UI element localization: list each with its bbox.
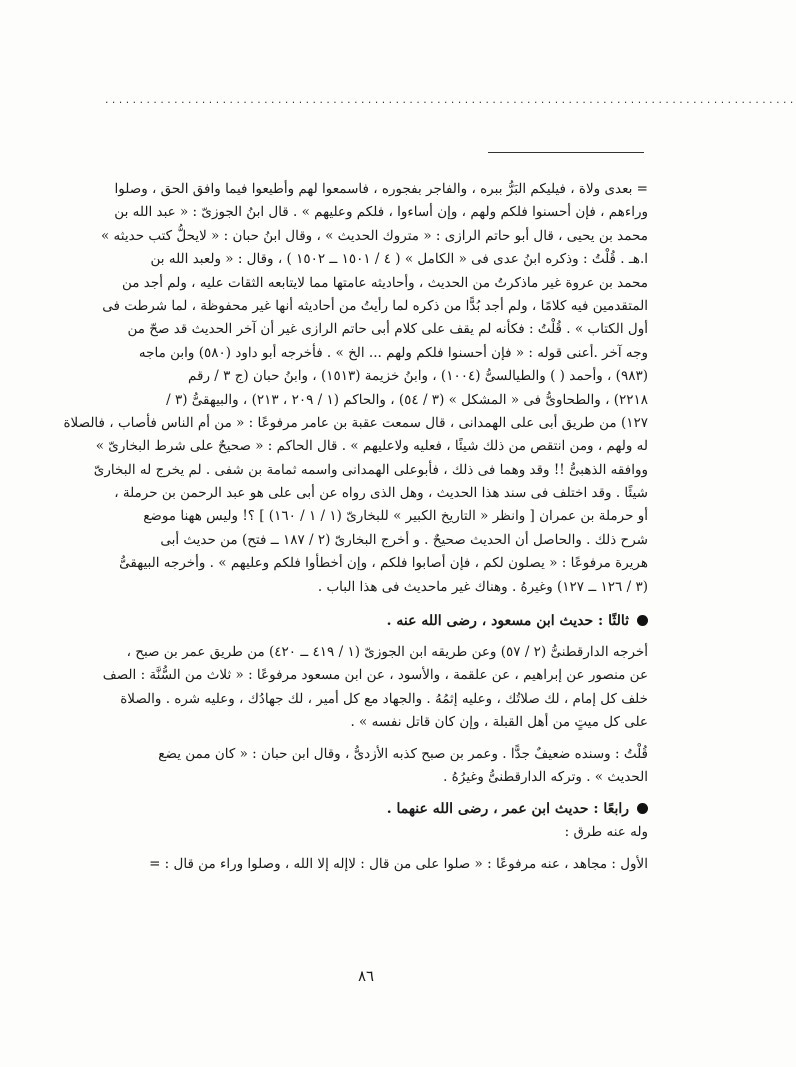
paragraph-ibn-masud [96,641,648,735]
bullet-icon [637,803,648,814]
heading-text: رابعًا : حديث ابن عمر ، رضى الله عنهما . [386,801,629,818]
section-heading-fourth [96,797,648,821]
text-line: ووافقه الذهبىُّ !! وقد وهما فى ذلك ، فأبوعلى الهمدانى واسمه ثمامة بن شفى . لم يخرج له البخارىّ [93,461,648,478]
text-line: هريرة مرفوعًا : « يصلون لكم ، فإن أصابوا فلكم ، وإن أخطأوا فلكم وعليهم » . وأخرجه البيهقىُّ [119,555,648,572]
text-line: = بعدى ولاة ، فيليكم البَرُّ ببره ، والفاجر بفجوره ، فاسمعوا لهم وأطيعوا فيما وافق الحق ، وصلوا [114,181,648,197]
text-line: قُلْتُ : وسنده ضعيفٌ جدًّا . وعمر بن صبح كذبه الأزدىُّ ، وقال ابن حبان : « كان ممن يضع [158,745,648,762]
text-line: ٢٢١٨) ، والطحاوىُّ فى « المشكل » (٣ / ٥٤) ، والحاكم (١ / ٢٠٩ ، ٢١٣) ، والبيهقىُّ (٣ / [166,391,648,408]
text-line: خلف كل إمام ، لك صلاتُك ، وعليه إثمُهُ . والجهاد مع كل أمير ، لك جهادُك ، وعليه شره . والصلاة [120,690,648,707]
text-line: وراءهم ، فإن أحسنوا فلكم ولهم ، وإن أساءوا ، فلكم وعليهم » . قال ابنُ الجوزىّ : « عبد الله بن [114,204,648,221]
text-line: وله عنه طرق : [564,824,648,841]
paragraph-commentary [96,743,648,790]
text-line: ١٢٧) من طريق أبى على الهمدانى ، قال سمعت عقبة بن عامر مرفوعًا : « من أم الناس فأصاب ، فالصلاة [63,414,648,431]
text-line: على كل ميتٍ من أهل القبلة ، وإن كان قاتل نفسه » . [350,714,648,731]
heading-text: ثالثًا : حديث ابن مسعود ، رضى الله عنه . [386,613,629,630]
text-line: محمد بن عروة غير ماذكرتُ من الحديث ، وأحاديثه عامتها مما لايتابعه الثقات عليه ، ولم أجد من [122,274,648,291]
text-line: شرح ذلك . والحاصل أن الحديث صحيحٌ . و أخرج البخارىّ (٢ / ١٨٧ ــ فتح) من حديث أبى [160,531,648,548]
text-line: شيئًا . وقد اختلف فى سند هذا الحديث ، وهل الذى رواه عن أبى على هو عبد الرحمن بن حرملة ، [114,485,648,502]
text-line: عن منصور عن إبراهيم ، عن علقمة ، والأسود ، عن ابن مسعود مرفوعًا : « ثلاث من السُّنَّة : الصف [102,667,648,684]
text-line: محمد بن يحيى ، قال أبو حاتم الرازى : « متروك الحديث » ، وقال ابنُ حبان : « لايحلُّ كتب حديثه » [101,227,648,244]
text-line: الأول : مجاهد ، عنه مرفوعًا : « صلوا على من قال : لاإله إلا الله ، وصلوا وراء من قال : = [149,855,648,872]
text-line: أخرجه الدارقطنىُّ (٢ / ٥٧) وعن طريقه ابن الجوزىّ (١ / ٤١٩ ــ ٤٢٠) من طريق عمر بن صبح ، [126,644,648,661]
text-line: وجه آخر .أعنى قوله : « فإن أحسنوا فلكم ولهم ... الخ » . فأخرجه أبو داود (٥٨٠) وابن ماجه [138,344,648,361]
text-line: أول الكتاب » . قُلْتُ : فكأنه لم يقف على كلام أبى حاتم الرازى غير أن آخر الحديث قد صحّ من [127,321,648,338]
bullet-icon [637,615,648,626]
page-body [63,178,648,876]
text-line: (٣ / ١٢٦ ــ ١٢٧) وغيرهُ . وهناك غير ماحديث فى هذا الباب . [317,578,648,595]
text-line: أو حرملة بن عمران [ وانظر « التاريخ الكبير » للبخارىّ (١ / ١ / ١٦٠) ] ؟! وليس ههنا موضع [143,508,648,525]
text-line: له ولهم ، ومن انتقص من ذلك شيئًا ، فعليه ولاعليهم » . قال الحاكم : « صحيحٌ على شرط البخارىّ » [95,438,648,455]
paragraph-ibn-umar [96,821,648,876]
text-line: ا.هـ . قُلْتُ : وذكره ابنُ عدى فى « الكامل » ( ٤ / ١٥٠١ ــ ١٥٠٢ ) ، وقال : « ولعبد الله بن [150,251,648,268]
section-heading-third [96,609,648,633]
text-line: الحديث » . وتركه الدارقطنىُّ وغيرُهُ . [443,768,648,785]
header-dotted-separator: .................................................................................................... [104,96,796,106]
paragraph-continuation [63,178,648,599]
page-number: ٨٦ [357,967,375,985]
footnote-rule [488,152,644,153]
text-line: (٩٨٣) ، وأحمد ( ) والطيالسىُّ (١٠٠٤) ، وابنُ خزيمة (١٥١٣) ، وابنُ حبان (ج ٣ / رقم [188,368,648,385]
text-line: المتقدمين فيه كلامًا ، ولم أجد بُدًّا من ذكره لما رأيتُ من أحاديثه أنها غير محفوظة ، لما شرطت فى [102,297,648,314]
